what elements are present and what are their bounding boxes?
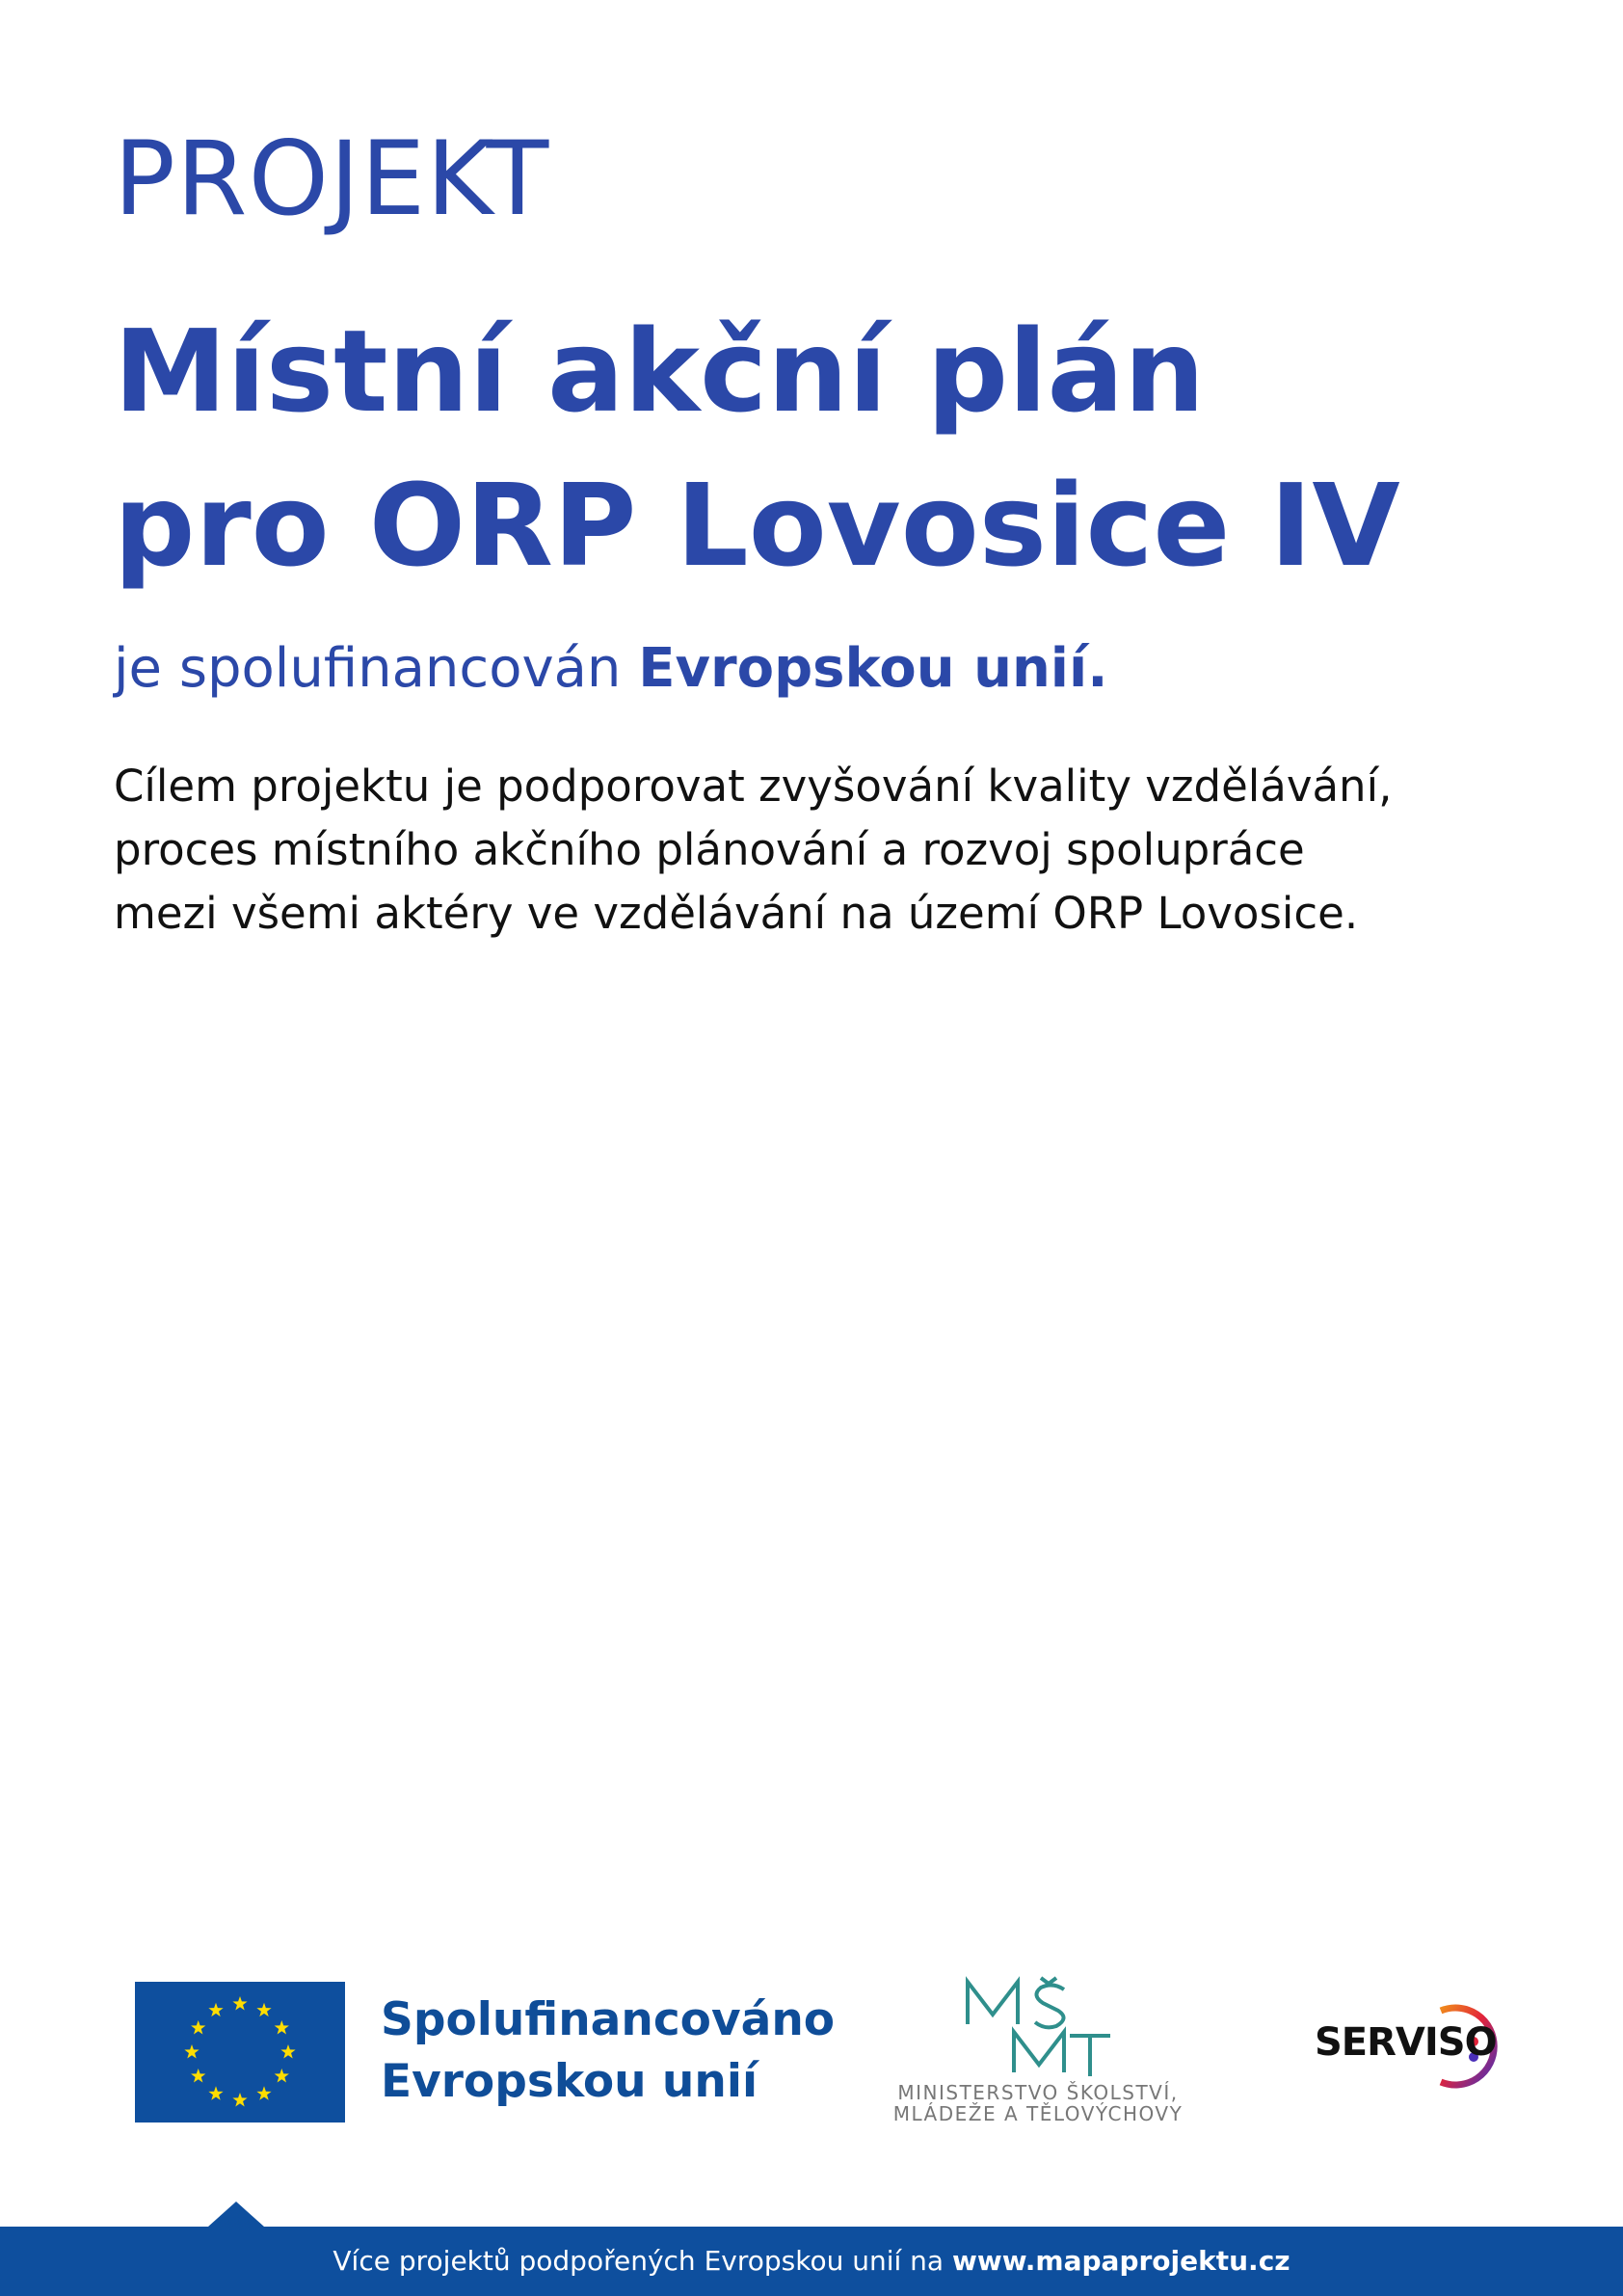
cofinanced-eu: Evropskou unií. (638, 637, 1108, 700)
description-line-3: mezi všemi aktéry ve vzdělávání na území ORP Lovosice. (114, 888, 1359, 939)
project-title-line-2: pro ORP Lovosice IV (114, 459, 1400, 592)
eu-logo-line-1: Spolufinancováno (381, 1993, 836, 2046)
footer-bar (0, 2227, 1623, 2296)
eu-star-icon (275, 2020, 289, 2034)
eu-star-icon (275, 2069, 289, 2082)
eu-star-icon (208, 2086, 223, 2099)
msmt-name (879, 2082, 1197, 2124)
footer-text: Více projektů podpořených Evropskou unií na (333, 2245, 952, 2277)
eu-star-icon (232, 2093, 247, 2106)
eu-star-icon (280, 2044, 295, 2058)
eu-star-icon (232, 1996, 247, 2010)
eu-flag-icon (135, 1982, 345, 2122)
eu-star-icon (208, 2003, 223, 2016)
eu-logo-line-2: Evropskou unií (381, 2055, 758, 2108)
eu-star-icon (256, 2003, 271, 2016)
serviso-wordmark: SERVISO (1315, 2020, 1497, 2065)
cofinanced-prefix: je spolufinancován (114, 637, 639, 700)
project-description (114, 755, 1392, 946)
eu-logo-text (381, 1989, 835, 2113)
footer-tab-icon (208, 2202, 264, 2227)
project-title-line-1: Místní akční plán (114, 305, 1206, 438)
description-line-1: Cílem projektu je podporovat zvyšování kvality vzdělávání, (114, 761, 1393, 812)
cofinanced-statement (114, 636, 1107, 701)
eu-star-icon (191, 2020, 205, 2034)
description-line-2: proces místního akčního plánování a rozvoj spolupráce (114, 824, 1305, 875)
eu-star-icon (256, 2086, 271, 2099)
msmt-monogram-icon (956, 1976, 1120, 2082)
msmt-name-line-2: MLÁDEŽE A TĚLOVÝCHOVY (892, 2102, 1184, 2125)
eu-cofinancing-logo (135, 1982, 836, 2122)
eu-star-icon (184, 2044, 199, 2058)
serviso-logo (1311, 2001, 1503, 2092)
project-kicker: PROJEKT (114, 120, 550, 238)
msmt-name-line-1: MINISTERSTVO ŠKOLSTVÍ, (897, 2081, 1179, 2104)
msmt-logo (879, 1976, 1197, 2130)
eu-star-icon (191, 2069, 205, 2082)
footer-link[interactable]: www.mapaprojektu.cz (951, 2245, 1290, 2277)
project-title (114, 294, 1400, 602)
